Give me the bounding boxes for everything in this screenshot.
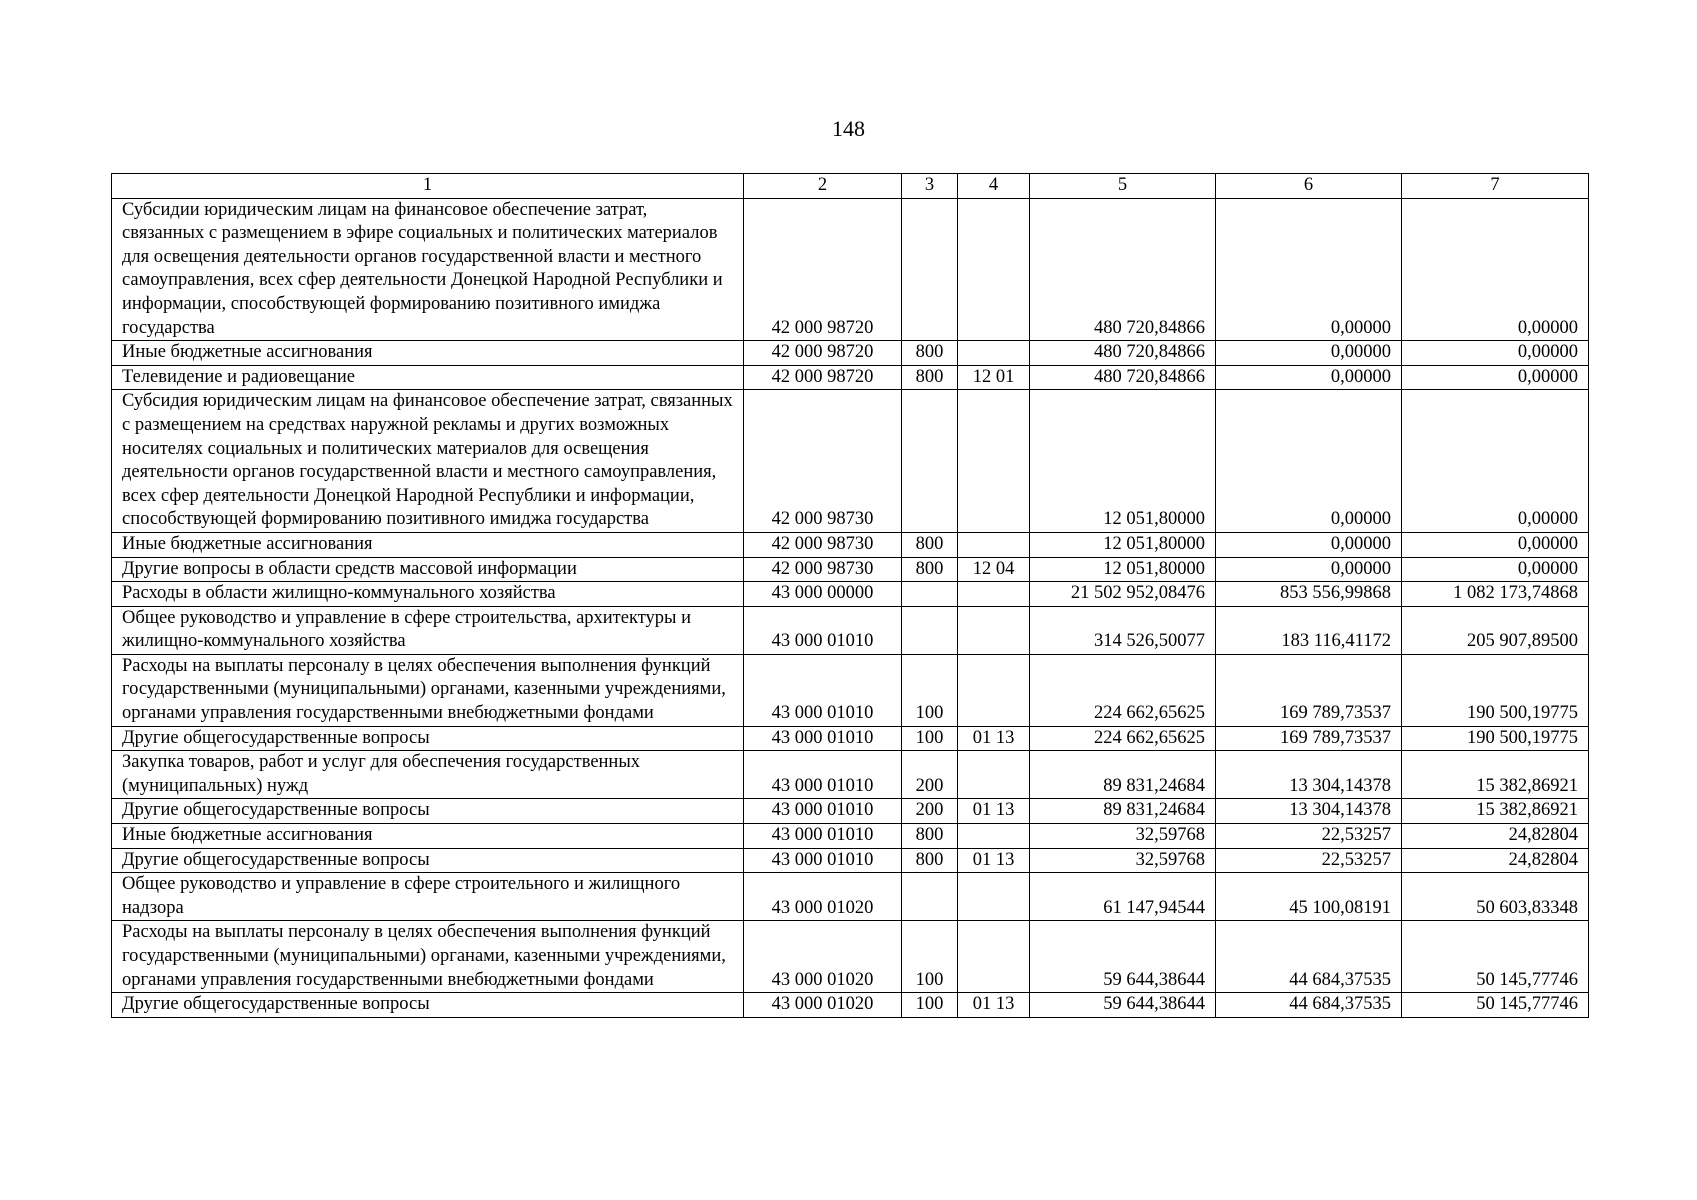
amount-col5: 21 502 952,08476	[1030, 582, 1216, 607]
amount-col5: 480 720,84866	[1030, 341, 1216, 366]
expense-type: 200	[902, 751, 958, 799]
section-code	[958, 654, 1030, 726]
row-description: Иные бюджетные ассигнования	[112, 341, 744, 366]
amount-col7: 24,82804	[1402, 824, 1589, 849]
expense-type	[902, 873, 958, 921]
amount-col6: 0,00000	[1216, 341, 1402, 366]
section-code: 01 13	[958, 726, 1030, 751]
expense-type: 200	[902, 799, 958, 824]
amount-col7: 50 145,77746	[1402, 993, 1589, 1018]
budget-table	[111, 173, 1589, 1018]
section-code: 12 04	[958, 557, 1030, 582]
table-row	[112, 390, 1589, 533]
amount-col7: 0,00000	[1402, 390, 1589, 533]
amount-col7: 15 382,86921	[1402, 751, 1589, 799]
expense-type	[902, 582, 958, 607]
amount-col5: 224 662,65625	[1030, 654, 1216, 726]
amount-col7: 190 500,19775	[1402, 726, 1589, 751]
expense-type: 100	[902, 921, 958, 993]
column-header: 5	[1030, 174, 1216, 199]
amount-col7: 50 603,83348	[1402, 873, 1589, 921]
amount-col6: 22,53257	[1216, 824, 1402, 849]
table-row	[112, 993, 1589, 1018]
target-code: 43 000 01010	[744, 751, 902, 799]
table-row	[112, 751, 1589, 799]
row-description: Другие общегосударственные вопросы	[112, 993, 744, 1018]
expense-type	[902, 606, 958, 654]
amount-col6: 44 684,37535	[1216, 993, 1402, 1018]
amount-col7: 15 382,86921	[1402, 799, 1589, 824]
target-code: 43 000 01010	[744, 824, 902, 849]
section-code: 12 01	[958, 365, 1030, 390]
amount-col7: 24,82804	[1402, 848, 1589, 873]
table-row	[112, 557, 1589, 582]
table-row	[112, 606, 1589, 654]
section-code	[958, 873, 1030, 921]
amount-col7: 0,00000	[1402, 198, 1589, 341]
expense-type	[902, 198, 958, 341]
table-row	[112, 532, 1589, 557]
amount-col5: 224 662,65625	[1030, 726, 1216, 751]
table-row	[112, 198, 1589, 341]
amount-col5: 314 526,50077	[1030, 606, 1216, 654]
target-code: 43 000 01020	[744, 921, 902, 993]
table-row	[112, 848, 1589, 873]
table-row	[112, 824, 1589, 849]
row-description: Иные бюджетные ассигнования	[112, 824, 744, 849]
row-description: Расходы в области жилищно-коммунального хозяйства	[112, 582, 744, 607]
amount-col5: 59 644,38644	[1030, 921, 1216, 993]
target-code: 43 000 01010	[744, 799, 902, 824]
amount-col7: 190 500,19775	[1402, 654, 1589, 726]
expense-type: 800	[902, 532, 958, 557]
amount-col7: 0,00000	[1402, 365, 1589, 390]
section-code	[958, 751, 1030, 799]
row-description: Другие общегосударственные вопросы	[112, 726, 744, 751]
row-description: Расходы на выплаты персоналу в целях обеспечения выполнения функций государственными (муниципальными) органами, казенными учреждениями, органами управления государственными внебюджетными фондами	[112, 654, 744, 726]
amount-col6: 44 684,37535	[1216, 921, 1402, 993]
amount-col5: 480 720,84866	[1030, 365, 1216, 390]
row-description: Другие вопросы в области средств массовой информации	[112, 557, 744, 582]
column-header: 2	[744, 174, 902, 199]
expense-type: 800	[902, 557, 958, 582]
amount-col5: 61 147,94544	[1030, 873, 1216, 921]
table-row	[112, 582, 1589, 607]
section-code	[958, 824, 1030, 849]
target-code: 42 000 98730	[744, 532, 902, 557]
row-description: Другие общегосударственные вопросы	[112, 799, 744, 824]
section-code	[958, 532, 1030, 557]
target-code: 42 000 98720	[744, 198, 902, 341]
column-header: 7	[1402, 174, 1589, 199]
table-row	[112, 873, 1589, 921]
target-code: 43 000 01020	[744, 993, 902, 1018]
table-row	[112, 365, 1589, 390]
target-code: 43 000 01010	[744, 654, 902, 726]
expense-type: 800	[902, 848, 958, 873]
amount-col6: 0,00000	[1216, 557, 1402, 582]
column-header: 6	[1216, 174, 1402, 199]
amount-col6: 169 789,73537	[1216, 654, 1402, 726]
column-header: 4	[958, 174, 1030, 199]
expense-type: 800	[902, 365, 958, 390]
section-code	[958, 582, 1030, 607]
target-code: 42 000 98730	[744, 390, 902, 533]
amount-col6: 183 116,41172	[1216, 606, 1402, 654]
section-code	[958, 921, 1030, 993]
expense-type: 800	[902, 341, 958, 366]
amount-col6: 0,00000	[1216, 365, 1402, 390]
amount-col6: 0,00000	[1216, 532, 1402, 557]
row-description: Другие общегосударственные вопросы	[112, 848, 744, 873]
column-number-row	[112, 174, 1589, 199]
target-code: 42 000 98720	[744, 365, 902, 390]
target-code: 42 000 98730	[744, 557, 902, 582]
target-code: 43 000 01010	[744, 848, 902, 873]
amount-col6: 13 304,14378	[1216, 799, 1402, 824]
amount-col5: 12 051,80000	[1030, 390, 1216, 533]
section-code	[958, 606, 1030, 654]
row-description: Субсидия юридическим лицам на финансовое обеспечение затрат, связанных с размещением на средствах наружной рекламы и других возможных носителях социальных и политических материалов для освещения деятельности органов государственной власти и местного самоуправления, всех сфер деятельности Донецкой Народной Республики и информации, способствующей формированию позитивного имиджа государства	[112, 390, 744, 533]
amount-col5: 32,59768	[1030, 848, 1216, 873]
target-code: 43 000 00000	[744, 582, 902, 607]
target-code: 42 000 98720	[744, 341, 902, 366]
page-number: 148	[832, 116, 865, 141]
table-row	[112, 654, 1589, 726]
row-description: Закупка товаров, работ и услуг для обеспечения государственных (муниципальных) нужд	[112, 751, 744, 799]
amount-col6: 45 100,08191	[1216, 873, 1402, 921]
amount-col7: 0,00000	[1402, 557, 1589, 582]
table-row	[112, 799, 1589, 824]
table-row	[112, 921, 1589, 993]
target-code: 43 000 01010	[744, 606, 902, 654]
amount-col6: 13 304,14378	[1216, 751, 1402, 799]
amount-col6: 0,00000	[1216, 198, 1402, 341]
amount-col6: 853 556,99868	[1216, 582, 1402, 607]
column-header: 3	[902, 174, 958, 199]
amount-col5: 59 644,38644	[1030, 993, 1216, 1018]
expense-type: 100	[902, 726, 958, 751]
amount-col7: 50 145,77746	[1402, 921, 1589, 993]
row-description: Иные бюджетные ассигнования	[112, 532, 744, 557]
expense-type: 100	[902, 993, 958, 1018]
column-header: 1	[112, 174, 744, 199]
section-code: 01 13	[958, 993, 1030, 1018]
expense-type: 100	[902, 654, 958, 726]
expense-type	[902, 390, 958, 533]
amount-col7: 1 082 173,74868	[1402, 582, 1589, 607]
amount-col5: 89 831,24684	[1030, 799, 1216, 824]
section-code	[958, 390, 1030, 533]
section-code	[958, 198, 1030, 341]
amount-col5: 12 051,80000	[1030, 557, 1216, 582]
section-code	[958, 341, 1030, 366]
row-description: Общее руководство и управление в сфере строительства, архитектуры и жилищно-коммунального хозяйства	[112, 606, 744, 654]
amount-col6: 0,00000	[1216, 390, 1402, 533]
amount-col5: 480 720,84866	[1030, 198, 1216, 341]
section-code: 01 13	[958, 848, 1030, 873]
table-row	[112, 341, 1589, 366]
section-code: 01 13	[958, 799, 1030, 824]
expense-type: 800	[902, 824, 958, 849]
amount-col5: 32,59768	[1030, 824, 1216, 849]
amount-col7: 0,00000	[1402, 341, 1589, 366]
amount-col5: 12 051,80000	[1030, 532, 1216, 557]
amount-col7: 0,00000	[1402, 532, 1589, 557]
table-row	[112, 726, 1589, 751]
row-description: Расходы на выплаты персоналу в целях обеспечения выполнения функций государственными (муниципальными) органами, казенными учреждениями, органами управления государственными внебюджетными фондами	[112, 921, 744, 993]
row-description: Субсидии юридическим лицам на финансовое обеспечение затрат, связанных с размещением в эфире социальных и политических материалов для освещения деятельности органов государственной власти и местного самоуправления, всех сфер деятельности Донецкой Народной Республики и информации, способствующей формированию позитивного имиджа государства	[112, 198, 744, 341]
amount-col5: 89 831,24684	[1030, 751, 1216, 799]
row-description: Телевидение и радиовещание	[112, 365, 744, 390]
amount-col7: 205 907,89500	[1402, 606, 1589, 654]
amount-col6: 169 789,73537	[1216, 726, 1402, 751]
row-description: Общее руководство и управление в сфере строительного и жилищного надзора	[112, 873, 744, 921]
amount-col6: 22,53257	[1216, 848, 1402, 873]
target-code: 43 000 01020	[744, 873, 902, 921]
target-code: 43 000 01010	[744, 726, 902, 751]
